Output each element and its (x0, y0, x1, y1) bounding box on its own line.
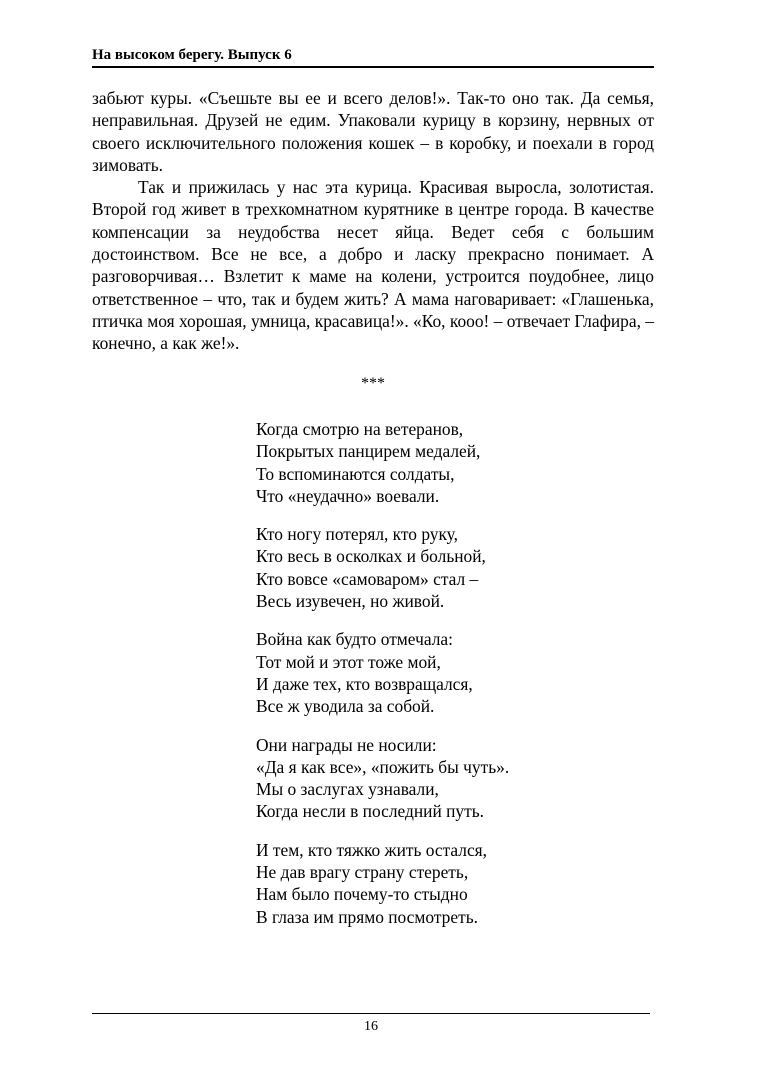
poem-stanza (256, 523, 509, 612)
verse-line: И даже тех, кто возвращался, (256, 673, 473, 694)
running-title: На высоком берегу. Выпуск 6 (92, 47, 292, 63)
section-separator: *** (361, 375, 385, 392)
verse-line: «Да я как все», «пожить бы чуть». (256, 756, 510, 777)
verse-line: Все ж уводила за собой. (256, 696, 435, 717)
verse-line: Тот мой и этот тоже мой, (256, 651, 441, 672)
prose-section (92, 87, 654, 355)
page-footer (92, 1013, 650, 1035)
verse-line: Что «неудачно» воевали. (256, 485, 440, 506)
poem-stanza (256, 839, 509, 928)
prose-paragraph: забьют куры. «Съешьте вы ее и всего делов!». Так-то оно так. Да семья, неправильная. Друзей не едим. Упаковали курицу в корзину, нервных от своего исключительного положения кошек – в коробку, и поехали в город зимовать. (92, 88, 654, 175)
verse-line: Не дав врагу страну стереть, (256, 862, 469, 883)
verse-line: Они награды не носили: (256, 734, 437, 755)
page-header (92, 44, 654, 68)
verse-line: И тем, кто тяжко жить остался, (256, 839, 488, 860)
poem-stanza (256, 734, 509, 823)
verse-line: Весь изувечен, но живой. (256, 591, 445, 612)
verse-line: Кто вовсе «самоваром» стал – (256, 568, 479, 589)
verse-line: В глаза им прямо посмотреть. (256, 906, 478, 927)
poem-stanza (256, 628, 509, 717)
poem-stanza (256, 418, 509, 507)
poem (256, 418, 509, 928)
page-number: 16 (364, 1019, 378, 1034)
prose-paragraph: Так и прижилась у нас эта курица. Красивая выросла, золотистая. Второй год живет в трехкомнатном курятнике в центре города. В качестве компенсации за неудобства несет яйца. Ведет себя с большим достоинством. Все не все, а добро и ласку прекрасно понимает. А разговорчивая… Взлетит к маме на колени, устроится поудобнее, лицо ответственное – что, так и будем жить? А мама наговаривает: «Глашенька, птичка моя хорошая, умница, красавица!». «Ко, кооо! – отвечает Глафира, – конечно, а как же!». (92, 177, 654, 354)
verse-line: Когда несли в последний путь. (256, 801, 484, 822)
verse-line: То вспоминаются солдаты, (256, 463, 455, 484)
verse-line: Кто весь в осколках и больной, (256, 546, 486, 567)
verse-line: Нам было почему-то стыдно (256, 884, 468, 905)
verse-line: Война как будто отмечала: (256, 629, 453, 650)
verse-line: Мы о заслугах узнавали, (256, 779, 439, 800)
verse-line: Покрытых панцирем медалей, (256, 441, 481, 462)
verse-line: Кто ногу потерял, кто руку, (256, 524, 458, 545)
verse-line: Когда смотрю на ветеранов, (256, 419, 464, 439)
